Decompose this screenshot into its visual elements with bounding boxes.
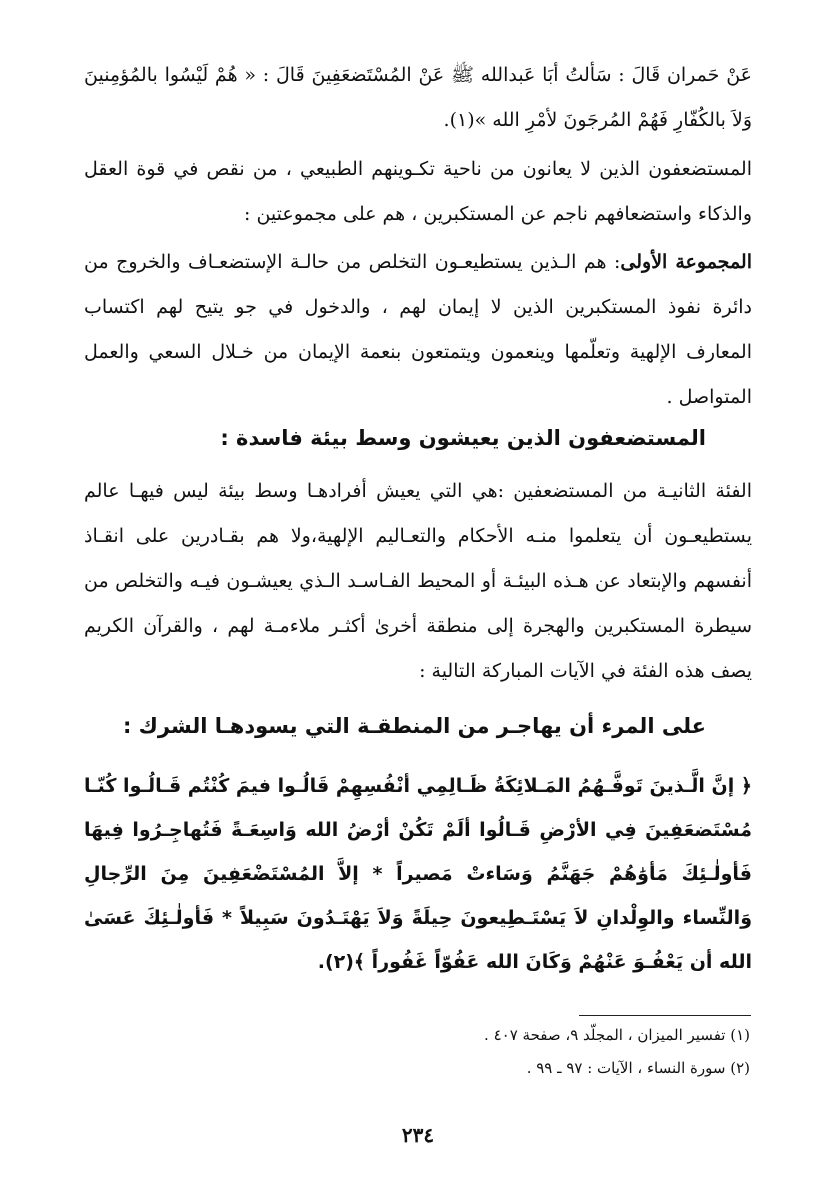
group2-paragraph: [84, 469, 752, 694]
hadith-text: عَنْ حَمران قَالَ : سَألتُ أبَا عَبدالله ﷺ عَنْ المُسْتَضعَفِينَ قَالَ : « هُمْ لَيْسُوا بالمُؤمِنينَ وَلاَ بالكُفّارِ فَهُمْ المُرجَونَ لأمْرِ الله »(١).: [84, 64, 752, 131]
intro-text: المستضعفون الذين لا يعانون من ناحية تكـوينهم الطبيعي ، من نقص في قوة العقل والذكاء واستضعافهم ناجم عن المستكبرين ، هم على مجموعتين :: [84, 158, 752, 225]
group2-text: الفئة الثانيـة من المستضعفين :هي التي يعيش أفرادهـا وسط بيئة ليس فيهـا عالم يستطيعـون أن يتعلموا منـه الأحكام والتعـاليم الإلهية،ولا هم بقـادرين على انقـاذ أنفسهم والإبتعاد عن هـذه البيئـة أو المحيط الفـاسـد الـذي يعيشـون فيـه والتخلص من سيطرة المستكبرين والهجرة إلى منطقة أخرىٰ أكثـر ملاءمـة لهم ، والقرآن الكريم يصف هذه الفئة في الآيات المباركة التالية :: [84, 480, 752, 682]
quran-verse: ﴿ إنَّ الَّـذينَ تَوفَّـهُمُ المَـلائِكَةُ ظَـالِمِي أنْفُسِهِمْ قَالُـوا فيمَ كُنْتُم قَـالُـوا كُنّـا مُسْتَضعَفِينَ فِي الأرْضِ قَـالُوا ألَمْ تَكُنْ أرْضُ الله وَاسِعَـةً فَتُهاجِـرُوا فِيهَا فَأولٰـئِكَ مَأوَٰهُمْ جَهَنَّمُ وَسَاءتْ مَصيراً * إلاَّ المُسْتَضْعَفِينَ مِنَ الرِّجالِ وَالنِّساء والوِلْدانِ لاَ يَسْتَـطِيعونَ حِيلَةً وَلاَ يَهْتَـدُونَ سَبِيلاً * فَأولٰـئِكَ عَسَىٰ الله أن يَعْفُـوَ عَنْهُمْ وَكَانَ الله عَفُوّاً غَفُوراً ﴾(٢).: [84, 775, 752, 973]
footnote-1: (١) تفسير الميزان ، المجلّد ٩، صفحة ٤٠٧ .: [484, 1026, 750, 1044]
group1-paragraph: [84, 240, 752, 420]
hadith-paragraph: [84, 53, 752, 143]
footnote-divider: [579, 1015, 751, 1016]
footnote-2: (٢) سورة النساء ، الآيات : ٩٧ ـ ٩٩ .: [526, 1059, 750, 1077]
group1-text: : هم الـذين يستطيعـون التخلص من حالـة الإستضعـاف والخروج من دائرة نفوذ المستكبرين الذين لا إيمان لهم ، والدخول في جو يتيح لهم اكتساب المعارف الإلهية وتعلّمها وينعمون ويتمتعون بنعمة الإيمان من خـلال السعي والعمل المتواصل .: [84, 251, 752, 408]
section-heading-migration: على المرء أن يهاجـر من المنطقـة التي يسودهـا الشرك :: [122, 714, 706, 738]
section-heading-corrupt-environment: المستضعفون الذين يعيشون وسط بيئة فاسدة :: [220, 426, 706, 450]
page-number: ٢٣٤: [401, 1123, 435, 1147]
group1-label: المجموعة الأولى: [620, 251, 752, 273]
intro-paragraph: [84, 147, 752, 237]
